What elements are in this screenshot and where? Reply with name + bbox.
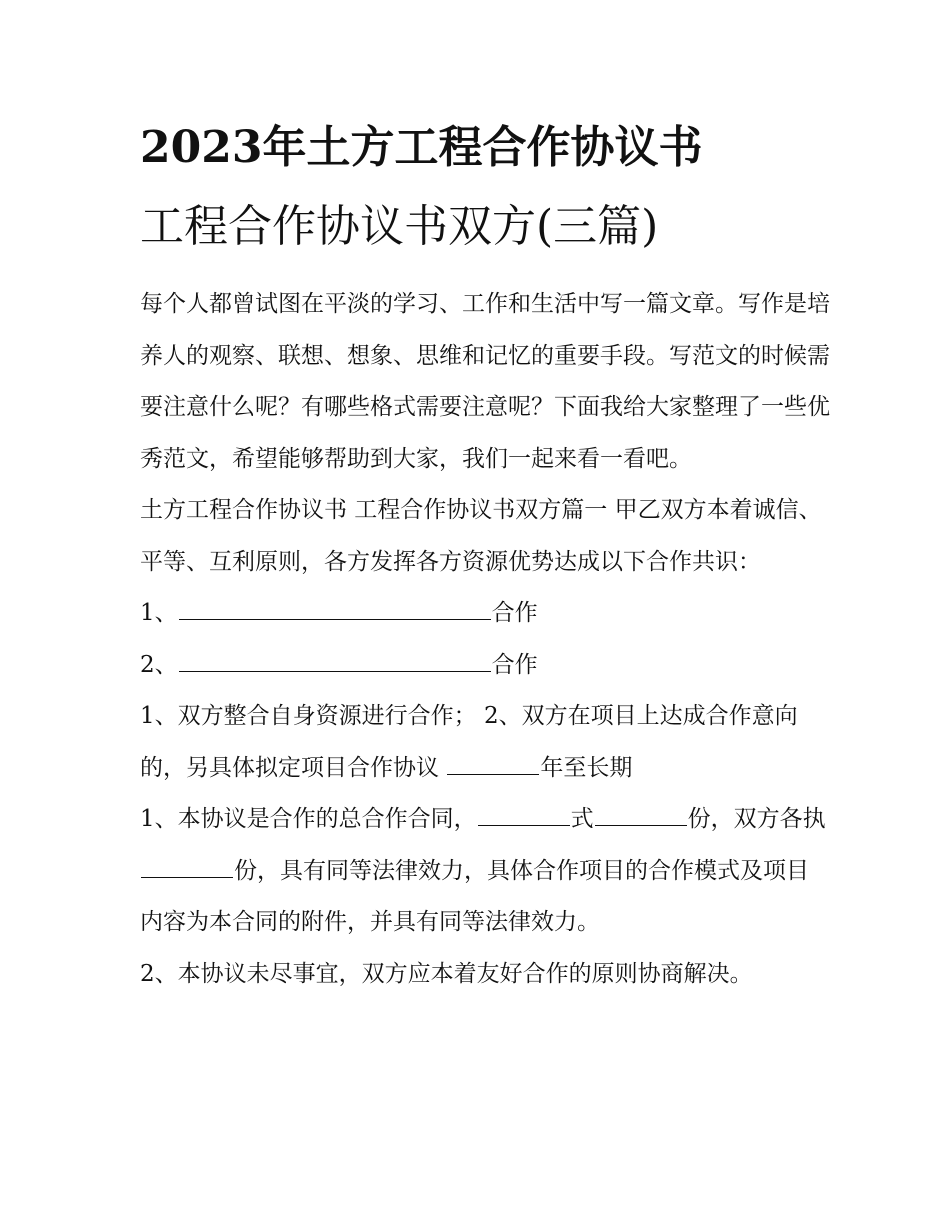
document-title-line-1: 2023年土方工程合作协议书: [140, 122, 703, 173]
clause-a-text-1: 1、双方整合自身资源进行合作； 2、双方在项目上达成合作意向的，另具体拟定项目合作协议: [140, 703, 798, 781]
clause-b-text-4: 份，具有同等法律效力，具体合作项目的合作模式及项目内容为本合同的附件，并具有同等法律效力。: [140, 857, 809, 935]
cooperation-item-1: [140, 588, 830, 640]
clause-b-paragraph: [140, 794, 830, 949]
clause-a-paragraph: [140, 691, 830, 794]
clause-c-paragraph: 2、本协议未尽事宜，双方应本着友好合作的原则协商解决。: [140, 960, 753, 987]
item-2-suffix: 合作: [491, 651, 538, 678]
item-1-prefix: 1、: [140, 600, 178, 626]
clause-a-text-2: 年至长期: [540, 754, 633, 781]
item-1-blank: [179, 599, 491, 620]
clause-b-text-1: 1、本协议是合作的总合作合同，: [140, 806, 477, 832]
clause-b-blank-2: [595, 805, 687, 826]
clause-b-blank-3: [141, 857, 233, 878]
clause-a-blank: [447, 754, 539, 775]
clause-b-text-3: 份，双方各执: [687, 806, 826, 832]
cooperation-item-2: [140, 640, 830, 692]
section-intro-paragraph: 土方工程合作协议书 工程合作协议书双方篇一 甲乙双方本着诚信、平等、互利原则，各方发挥各方资源优势达成以下合作共识：: [140, 497, 822, 575]
intro-paragraph: 每个人都曾试图在平淡的学习、工作和生活中写一篇文章。写作是培养人的观察、联想、想象、思维和记忆的重要手段。写范文的时候需要注意什么呢？有哪些格式需要注意呢？下面我给大家整理了一些优秀范文，希望能够帮助到大家，我们一起来看一看吧。: [140, 291, 830, 472]
document-title-line-2: 工程合作协议书双方(三篇): [140, 201, 659, 252]
item-1-suffix: 合作: [491, 600, 538, 626]
document-body: [140, 279, 830, 1000]
item-2-prefix: 2、: [140, 651, 178, 678]
clause-b-blank-1: [478, 805, 570, 826]
item-2-blank: [179, 651, 491, 672]
clause-b-text-2: 式: [570, 806, 594, 832]
